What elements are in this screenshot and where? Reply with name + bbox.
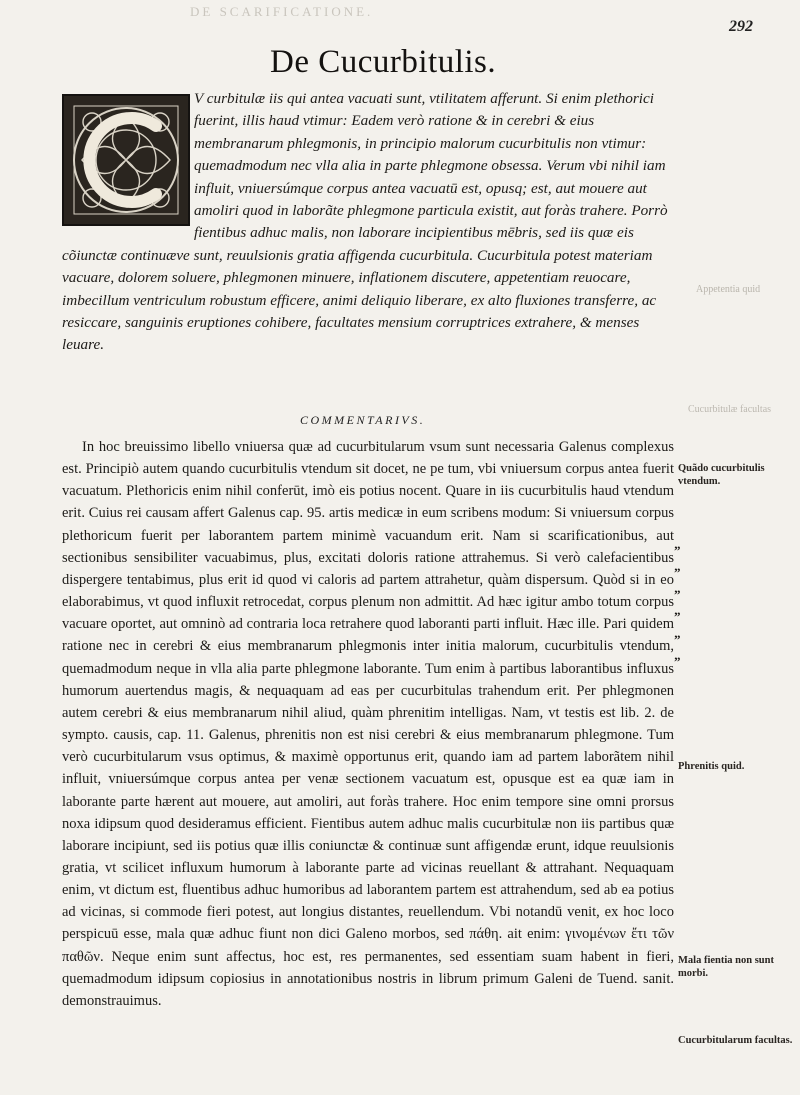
commentarius-heading: COMMENTARIVS. xyxy=(300,413,426,427)
bleed-margin-note: Appetentia quid xyxy=(696,284,761,295)
quotation-marks-column: ” ” ” ” ” ” xyxy=(674,543,681,669)
lead-first-word: V curbitulæ xyxy=(194,90,266,107)
margin-note-mala: Mala fientia non sunt morbi. xyxy=(678,955,774,979)
margin-note-phrenitis: Phrenitis quid. xyxy=(678,761,745,772)
margin-note-facultas: Cucurbitularum facultas. xyxy=(678,1035,793,1046)
bleed-through-running-head: DE SCARIFICATIONE. xyxy=(190,4,374,19)
initial-spacer xyxy=(62,88,194,224)
chapter-title: De Cucurbitulis. xyxy=(270,44,497,80)
page-number: 292 xyxy=(729,18,753,35)
commentary-body: In hoc breuissimo libello vniuersa quæ ad cucurbitularum vsum sunt necessaria Galenus complexus est. Principiò autem quando cucurbitulis vtendum sit docet, ne pe tum, vbi vniuersum corpus antea fuerit vacuatum. Plethoricis enim nihil conferūt, imò eis potius nocent. Quare in iis cucurbitulis haud vtendum erit. Cuius rei causam affert Galenus cap. 95. artis medicæ in eum scribens modum: Si vniuersum corpus plethoricum fuerit per laborantem partem minimè vacuandum erit. Nam si scarificationibus, aut sectionibus sensibiliter vacuabimus, plus, excitati doloris ratione attrahemus. Si verò calefacientibus dispergere tentabimus, plus erit id quod vi caloris ad partem attrahetur, quàm dispersum. Quòd si in eo elaborabimus, vt quod influxit retrocedat, corpus plenum non admittit. Ad hæc igitur ambo totum corpus vacuare oportet, aut omninò ad contraria loca retrahere quod laboranti parti influit. Hæc ille. Pari quidem ratione nec in cerebri & eius membranarum phlegmonis inter initia malorum, cucurbitulis vtendum, quemadmodum neque in vlla alia parte phlegmone laborante. Tum enim à partibus laborantibus influxus humorum auertendus magis, & nequaquam ad eas per cucurbitulas trahendum erit. Per phlegmonen autem cerebri & eius membranarum nihil aliud, quàm phrenitim intelligas. Nam, vt testis est lib. 2. de sympto. causis, cap. 11. Galenus, phrenitis non est nisi cerebri & eius membranarum phlegmone. Tum verò cucurbitularum vsus optimus, & maximè opportunus erit, quando iam ad partem laborãtem nihil influit, vniuersúmque corpus antea per venæ sectionem vacuatum est, opusque est ea quæ iam in laborante parte hærent aut mouere, aut amoliri, aut foràs trahere. Hoc enim tempore sine omni prorsus noxa idipsum quod desideramus efficient. Fientibus autem adhuc malis cucurbitulæ non iis partibus quæ laborare incipiunt, sed iis potius quæ illis coniunctæ & continuæ sunt affigendæ erunt, idque reuulsionis gratia, vt scilicet influxum humorum à laborante parte ad vicinas reuellant & attrahant. Nequaquam enim, vt dictum est, fluentibus adhuc humoribus ad laborantem partem est attrahendum, sed ab ea potius ad vicinas, si commode fieri potest, aut longius distantes, reuellendum. Vbi notandū venit, ex hoc loco perspicuū esse, mala quæ adhuc fiunt non dici Galeno morbos, sed πάθη. ait enim: γινομένων ἔτι τῶν παθῶν. Neque enim sunt affectus, hoc est, res permanentes, sed essentiam suam habent in fieri, quemadmodum idipsum copiosius in annotationibus nostris in librum primum Galeni de Tuend. sanit. demonstrauimus. xyxy=(62,439,674,1009)
bleed-margin-note-2: Cucurbitulæ facultas xyxy=(688,404,772,415)
lead-text: iis qui antea vacuati sunt, vtilitatem afferunt. Si enim plethorici fuerint, illis haud vtimur: Eadem verò ratione & in cerebri & eius membranarum phlegmonis, in principio malorum cucurbitulis non vtimur: quemadmodum nec vlla alia in parte phlegmone obsessa. Verum vbi nihil iam influit, vniuersúmque corpus antea vacuatū est, opusq; est, aut mouere aut amoliri quod in laborãte phlegmone particula existit, aut foràs trahere. Porrò fientibus adhuc malis, non laborare incipientibus mēbris, sed iis quæ eis cõiunctæ continuæve sunt, reuulsionis gratia affigenda cucurbitula. Cucurbitula potest materiam vacuare, dolorem soluere, phlegmonen minuere, inflationem discutere, appetentiam reuocare, imbecillum ventriculum robustum efficere, animi deliquio liberare, ex alto fluxiones transferre, ac resiccare, sanguinis eruptiones cohibere, facultates mensium corruptrices extrahere, & menses leuare. xyxy=(62,90,668,354)
margin-note-quando: Quãdo cucurbitulis vtendum. xyxy=(678,463,765,487)
lead-paragraph xyxy=(62,88,672,357)
